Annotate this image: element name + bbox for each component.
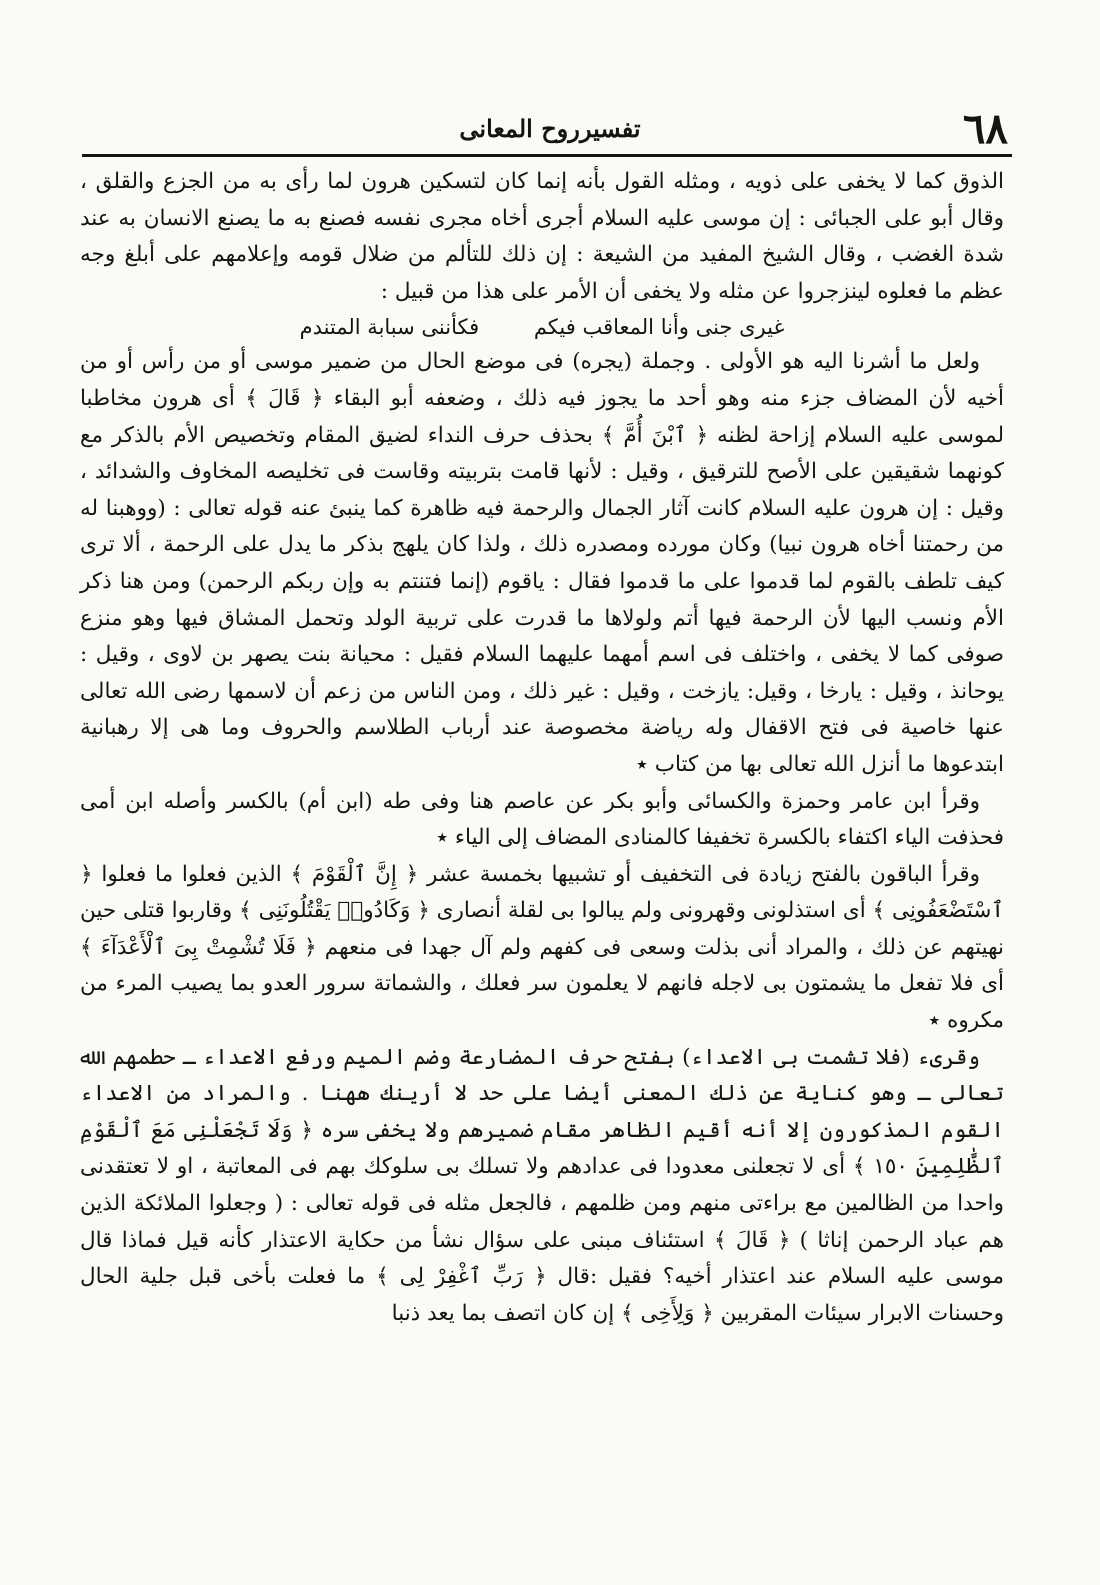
header-rule — [82, 154, 1012, 157]
paragraph-5: وقرىء (فلا تشمت بى الاعداء) بفتح حرف المضارعة وضم الميم ورفع الاعداء ـ حطمهم الله تعالى ـ وهو كناية عن ذلك المعنى أيضا على حد لا أرينك ههنا . والمراد من الاعداء القوم المذكورون إلا أنه أقيم الظاهر مقام ضميرهم ولا يخفى سره ﴿ وَلَا تَجْعَلْنِى مَعَ ٱلْقَوْمِ ٱلظَّٰلِمِينَ ١٥٠ ﴾ أى لا تجعلنى معدودا فى عدادهم ولا تسلك بى سلوكك بهم فى المعاتبة ، او لا تعتقدنى واحدا من الظالمين مع براءتى منهم ومن ظلمهم ، فالجعل مثله فى قوله تعالى : ( وجعلوا الملائكة الذين هم عباد الرحمن إناثا ) ﴿ قَالَ ﴾ استئناف مبنى على سؤال نشأ من حكاية الاعتذار كأنه قيل فماذا قال موسى عليه السلام عند اعتذار أخيه؟ فقيل :قال ﴿ رَبِّ ٱغْفِرْ لِى ﴾ ما فعلت بأخى قبل جلية الحال وحسنات الابرار سيئات المقربين ﴿ وَلِأَخِى ﴾ إن كان اتصف بما يعد ذنبا — [80, 1044, 1004, 1326]
body-text — [80, 164, 1004, 1332]
paragraph-2: ولعل ما أشرنا اليه هو الأولى . وجملة (يجره) فى موضع الحال من ضمير موسى أو من رأس أو من أخيه لأن المضاف جزء منه وهو أحد ما يجوز فيه ذلك ، وضعفه أبو البقاء ﴿ قَالَ ﴾ أى هرون مخاطبا لموسى عليه السلام إزاحة لظنه ﴿ ٱبْنَ أُمَّ ﴾ بحذف حرف النداء لضيق المقام وتخصيص الأم بالذكر مع كونهما شقيقين على الأصح للترقيق ، وقيل : لأنها قامت بتربيته وقاست فى تخليصه المخاوف والشدائد ، وقيل : إن هرون عليه السلام كانت آثار الجمال والرحمة فيه ظاهرة كما ينبئ عنه قوله تعالى : (ووهبنا له من رحمتنا أخاه هرون نبيا) وكان مورده ومصدره ذلك ، ولذا كان يلهج بذكر ما يدل على الرحمة ، ألا ترى كيف تلطف بالقوم لما قدموا على ما قدموا فقال : ياقوم (إنما فتنتم به وإن ربكم الرحمن) ومن هنا ذكر الأم ونسب اليها لأن الرحمة فيها أتم ولولاها ما قدرت على تربية الولد وتحمل المشاق فيها وهو منزع صوفى كما لا يخفى ، واختلف فى اسم أمهما عليهما السلام فقيل : محيانة بنت يصهر بن لاوى ، وقيل : يوحانذ ، وقيل : يارخا ، وقيل: يازخت ، وقيل : غير ذلك ، ومن الناس من زعم أن لاسمها رضى الله تعالى عنها خاصية فى فتح الاقفال وله رياضة مخصوصة عند أرباب الطلاسم والحروف وما هى إلا رهبانية ابتدعوها ما أنزل الله تعالى بها من كتاب ٭ — [80, 349, 1004, 777]
paragraph-1: الذوق كما لا يخفى على ذويه ، ومثله القول بأنه إنما كان لتسكين هرون لما رأى به من الجزع والقلق ، وقال أبو على الجبائى : إن موسى عليه السلام أجرى أخاه مجرى نفسه فصنع به ما يصنع الانسان به عند شدة الغضب ، وقال الشيخ المفيد من الشيعة : إن ذلك للتألم من ضلال قومه وإعلامهم على أبلغ وجه عظم ما فعلوه لينزجروا عن مثله ولا يخفى أن الأمر على هذا من قبيل : — [80, 169, 1004, 304]
page-number: ٦٨ — [962, 104, 1008, 153]
paragraph-3: وقرأ ابن عامر وحمزة والكسائى وأبو بكر عن عاصم هنا وفى طه (ابن أم) بالكسر وأصله ابن أمى فحذفت الياء اكتفاء بالكسرة تخفيفا كالمنادى المضاف إلى الياء ٭ — [80, 788, 1004, 851]
paragraph-4: وقرأ الباقون بالفتح زيادة فى التخفيف أو تشبيها بخمسة عشر ﴿ إِنَّ ٱلْقَوْمَ ﴾ الذين فعلوا ما فعلوا ﴿ ٱسْتَضْعَفُونِى ﴾ أى استذلونى وقهرونى ولم يبالوا بى لقلة أنصارى ﴿ وَكَادُوا۟ يَقْتُلُونَنِى ﴾ وقاربوا قتلى حين نهيتهم عن ذلك ، والمراد أنى بذلت وسعى فى كفهم ولم آل جهدا فى منعهم ﴿ فَلَا تُشْمِتْ بِىَ ٱلْأَعْدَآءَ ﴾ أى فلا تفعل ما يشمتون بى لاجله فانهم لا يعلمون سر فعلك ، والشماتة سرور العدو بما يصيب المرء من مكروه ٭ — [80, 861, 1004, 1034]
verse-first-hemistich: غيرى جنى وأنا المعاقب فيكم — [533, 315, 785, 340]
poetry-verse — [80, 310, 1004, 344]
page-header — [82, 104, 1018, 153]
running-title: تفسيرروح المعانى — [459, 114, 641, 143]
verse-second-hemistich: فكأننى سبابة المتندم — [299, 315, 480, 340]
